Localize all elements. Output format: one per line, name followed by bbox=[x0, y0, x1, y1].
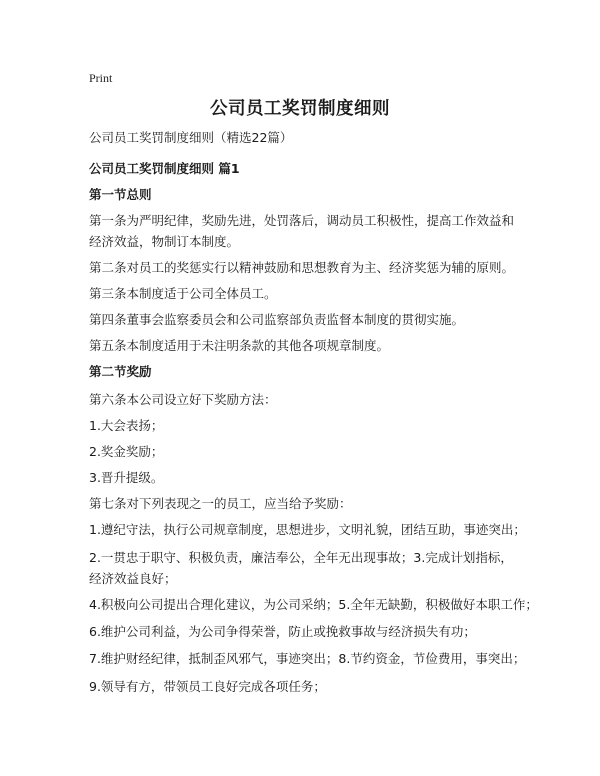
paragraph-article-7: 第七条对下列表现之一的员工，应当给予奖励： bbox=[89, 496, 352, 511]
list-item: 1.遵纪守法，执行公司规章制度，思想进步，文明礼貌，团结互助，事迹突出； bbox=[89, 522, 526, 537]
list-item: 4.积极向公司提出合理化建议，为公司采纳；5.全年无缺勤，积极做好本职工作； bbox=[89, 597, 538, 612]
section-heading-rewards: 第二节奖励 bbox=[89, 364, 152, 379]
paragraph-article-1: 第一条为严明纪律，奖励先进，处罚落后，调动员工积极性，提高工作效益和经济效益，物制订本制度。 bbox=[89, 213, 515, 249]
list-item: 3.晋升提级。 bbox=[89, 470, 164, 485]
list-item: 2.一贯忠于职守、积极负责，廉洁奉公，全年无出现事故；3.完成计划指标，经济效益良好； bbox=[89, 550, 513, 586]
print-link[interactable]: Print bbox=[89, 71, 113, 85]
list-item: 1.大会表扬； bbox=[89, 418, 164, 433]
paragraph-article-5: 第五条本制度适用于未注明条款的其他各项规章制度。 bbox=[89, 338, 390, 353]
list-item: 7.维护财经纪律，抵制歪风邪气，事迹突出；8.节约资金，节俭费用，事突出； bbox=[89, 651, 526, 666]
list-item: 2.奖金奖励； bbox=[89, 444, 164, 459]
paragraph-article-3: 第三条本制度适于公司全体员工。 bbox=[89, 286, 277, 301]
doc-subtitle: 公司员工奖罚制度细则（精选22篇） bbox=[89, 130, 293, 145]
page-title: 公司员工奖罚制度细则 bbox=[210, 99, 390, 119]
list-item: 9.领导有方，带领员工良好完成各项任务； bbox=[89, 679, 326, 694]
list-item: 6.维护公司利益，为公司争得荣誉，防止或挽救事故与经济损失有功； bbox=[89, 624, 476, 639]
article-heading: 公司员工奖罚制度细则 篇1 bbox=[89, 161, 240, 176]
paragraph-article-4: 第四条董事会监察委员会和公司监察部负责监督本制度的贯彻实施。 bbox=[89, 312, 465, 327]
section-heading-general: 第一节总则 bbox=[89, 187, 152, 202]
paragraph-article-2: 第二条对员工的奖惩实行以精神鼓励和思想教育为主、经济奖惩为辅的原则。 bbox=[89, 260, 515, 275]
paragraph-article-6: 第六条本公司设立好下奖励方法： bbox=[89, 392, 277, 407]
